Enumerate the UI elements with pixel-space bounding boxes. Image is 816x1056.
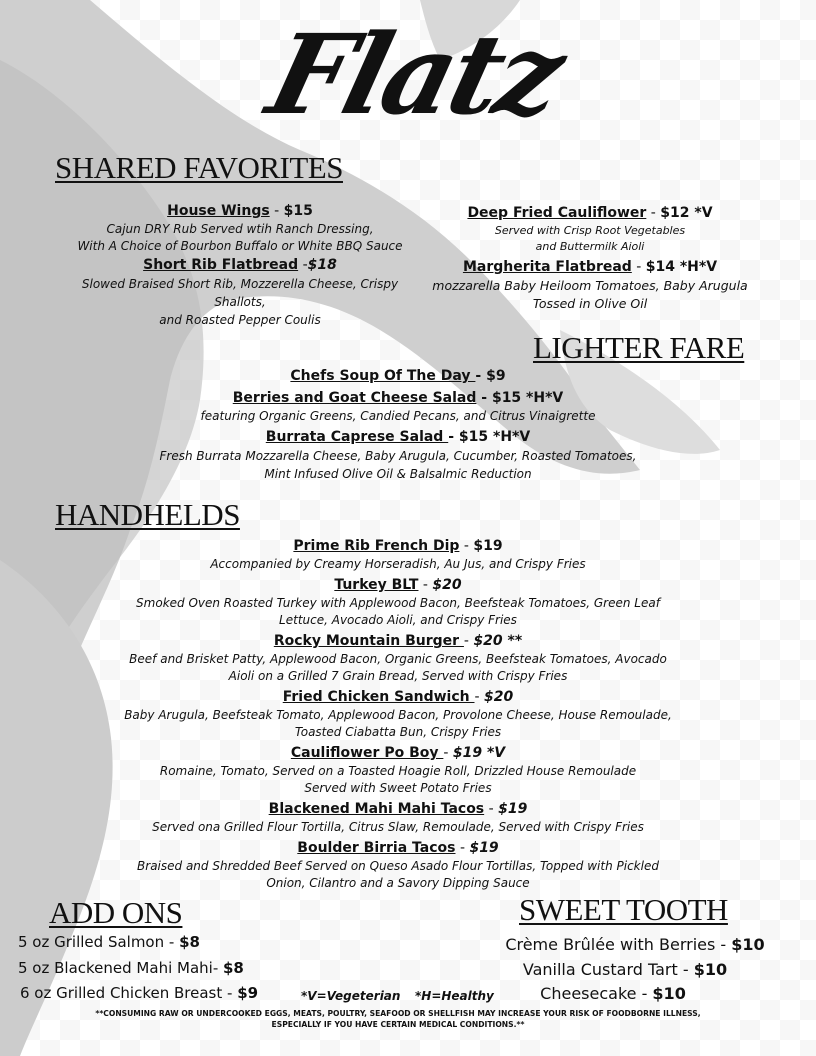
item-price: $19 xyxy=(469,840,499,856)
shared-right-column xyxy=(410,203,770,313)
addon-price: $8 xyxy=(223,959,244,977)
item-price: $19 xyxy=(473,538,503,554)
section-title-lighter-fare: LIGHTER FARE xyxy=(533,330,745,365)
shared-left-column xyxy=(40,201,440,329)
item-name: House Wings xyxy=(167,203,270,219)
item-name: Burrata Caprese Salad xyxy=(265,429,449,445)
item-description: Romaine, Tomato, Served on a Toasted Hoagie Roll, Drizzled House Remoulade xyxy=(159,764,637,778)
menu-item-turkey-blt: Turkey BLT - $20 Smoked Oven Roasted Turkey with Applewood Bacon, Beefsteak Tomatoes, Green Leaf Lettuce, Avocado Aioli, and Crispy Fries xyxy=(88,575,708,629)
item-name: Margherita Flatbread xyxy=(462,259,632,275)
item-price: $15 *H*V xyxy=(491,390,564,406)
menu-item-soup: Chefs Soup Of The Day - $9 xyxy=(290,368,506,384)
menu-item-rocky-mountain-burger: Rocky Mountain Burger - $20 ** Beef and Brisket Patty, Applewood Bacon, Organic Greens, Beefsteak Tomatoes, Avocado Aioli on a Grilled 7 Grain Bread, Served with Crispy Fries xyxy=(88,631,708,685)
item-name: Chefs Soup Of The Day xyxy=(290,368,476,384)
handhelds-list xyxy=(88,536,708,892)
item-name: Berries and Goat Cheese Salad xyxy=(232,390,477,406)
dessert-item: Crème Brûlée with Berries - $10 xyxy=(505,935,765,954)
item-price: $12 *V xyxy=(660,205,713,221)
item-description: Braised and Shredded Beef Served on Queso Asado Flour Tortillas, Topped with Pickled xyxy=(137,859,659,873)
menu-item-blackened-mahi-tacos: Blackened Mahi Mahi Tacos - $19 Served ona Grilled Flour Tortilla, Citrus Slaw, Remoulade, Served with Crispy Fries xyxy=(88,799,708,836)
item-name: Cauliflower Po Boy xyxy=(290,745,444,761)
item-description: Served with Crisp Root Vegetables xyxy=(494,224,686,237)
item-description: Accompanied by Creamy Horseradish, Au Jus, and Crispy Fries xyxy=(210,557,586,571)
addon-price: $8 xyxy=(179,933,200,951)
item-name: Rocky Mountain Burger xyxy=(273,633,464,649)
item-name: Turkey BLT xyxy=(334,577,419,593)
menu-item-berries-goat-cheese-salad: Berries and Goat Cheese Salad - $15 *H*V featuring Organic Greens, Candied Pecans, and Citrus Vinaigrette xyxy=(108,388,688,425)
item-description: Toasted Ciabatta Bun, Crispy Fries xyxy=(294,725,502,739)
item-price: $15 xyxy=(283,203,313,219)
dessert-price: $10 xyxy=(652,984,686,1003)
item-description: Mint Infused Olive Oil & Balsalmic Reduction xyxy=(264,467,532,481)
item-name: Deep Fried Cauliflower xyxy=(467,205,647,221)
addon-item: 5 oz Blackened Mahi Mahi- $8 xyxy=(18,959,244,977)
item-name: Boulder Birria Tacos xyxy=(297,840,456,856)
item-description: Onion, Cilantro and a Savory Dipping Sauce xyxy=(266,876,530,890)
brand-logo: Flatz xyxy=(256,10,574,139)
menu-item-fried-chicken-sandwich: Fried Chicken Sandwich - $20 Baby Arugula, Beefsteak Tomato, Applewood Bacon, Provolone Cheese, House Remoulade, Toasted Ciabatta Bun, Crispy Fries xyxy=(88,687,708,741)
item-description: Served with Sweet Potato Fries xyxy=(304,781,492,795)
addon-price: $9 xyxy=(237,984,259,1002)
item-description: and Buttermilk Aioli xyxy=(535,240,645,253)
menu-item-house-wings: House Wings - $15 Cajun DRY Rub Served wtih Ranch Dressing, With A Choice of Bourbon Buffalo or White BBQ Sauce xyxy=(40,201,440,255)
menu-item-deep-fried-cauliflower: Deep Fried Cauliflower - $12 *V Served with Crisp Root Vegetables and Buttermilk Aioli xyxy=(410,203,770,255)
item-price: $20 ** xyxy=(473,633,523,649)
item-description: Slowed Braised Short Rib, Mozzerella Cheese, Crispy xyxy=(81,277,399,291)
dessert-price: $10 xyxy=(693,960,728,979)
item-price: $15 *H*V xyxy=(458,429,531,445)
section-title-sweet-tooth: SWEET TOOTH xyxy=(519,892,728,927)
lighter-fare-list xyxy=(108,366,688,483)
item-name: Blackened Mahi Mahi Tacos xyxy=(268,801,485,817)
item-description: featuring Organic Greens, Candied Pecans, and Citrus Vinaigrette xyxy=(200,409,596,423)
item-price: $20 xyxy=(432,577,462,593)
item-name: Short Rib Flatbread xyxy=(143,257,299,273)
item-description: and Roasted Pepper Coulis xyxy=(159,313,321,327)
health-disclaimer: **CONSUMING RAW OR UNDERCOOKED EGGS, MEATS, POULTRY, SEAFOOD OR SHELLFISH MAY INCREASE YOUR RISK OF FOODBORNE ILLNESS, ESPECIALLY IF YOU HAVE CERTAIN MEDICAL CONDITIONS.** xyxy=(95,1009,701,1029)
addon-item: 6 oz Grilled Chicken Breast - $9 xyxy=(20,984,259,1002)
item-price: $19 xyxy=(498,801,528,817)
dessert-item: Vanilla Custard Tart - $10 xyxy=(522,960,728,979)
item-name: Fried Chicken Sandwich xyxy=(282,689,475,705)
item-price: $19 *V xyxy=(452,745,506,761)
legend-vegetarian: *V=Vegeterian xyxy=(301,989,401,1003)
item-description: With A Choice of Bourbon Buffalo or White BBQ Sauce xyxy=(77,239,403,253)
dessert-price: $10 xyxy=(731,935,765,954)
dessert-item: Cheesecake - $10 xyxy=(540,984,686,1003)
item-price: $14 *H*V xyxy=(645,259,718,275)
addon-item: 5 oz Grilled Salmon - $8 xyxy=(18,933,200,951)
item-description: Served ona Grilled Flour Tortilla, Citrus Slaw, Remoulade, Served with Crispy Fries xyxy=(152,820,644,834)
item-description: Tossed in Olive Oil xyxy=(532,296,648,311)
item-description: mozzarella Baby Heiloom Tomatoes, Baby Arugula xyxy=(432,278,748,293)
item-description: Cajun DRY Rub Served wtih Ranch Dressing, xyxy=(106,222,374,236)
item-description: Beef and Brisket Patty, Applewood Bacon, Organic Greens, Beefsteak Tomatoes, Avocado xyxy=(129,652,667,666)
item-description: Aioli on a Grilled 7 Grain Bread, Served with Crispy Fries xyxy=(228,669,568,683)
menu-item-burrata-caprese-salad: Burrata Caprese Salad - $15 *H*V Fresh Burrata Mozzarella Cheese, Baby Arugula, Cucumber, Roasted Tomatoes, Mint Infused Olive Oil & Balsalmic Reduction xyxy=(108,427,688,483)
legend-healthy: *H=Healthy xyxy=(415,989,494,1003)
item-description: Baby Arugula, Beefsteak Tomato, Applewood Bacon, Provolone Cheese, House Remoulade, xyxy=(124,708,672,722)
menu-item-boulder-birria-tacos: Boulder Birria Tacos - $19 Braised and Shredded Beef Served on Queso Asado Flour Tortillas, Topped with Pickled Onion, Cilantro and a Savory Dipping Sauce xyxy=(88,838,708,892)
menu-item-margherita-flatbread: Margherita Flatbread - $14 *H*V mozzarella Baby Heiloom Tomatoes, Baby Arugula Tossed in Olive Oil xyxy=(410,257,770,313)
item-description: Shallots, xyxy=(214,295,266,309)
menu-item-short-rib-flatbread: Short Rib Flatbread -$18 Slowed Braised Short Rib, Mozzerella Cheese, Crispy Shallots, and Roasted Pepper Coulis xyxy=(40,255,440,329)
item-price: $18 xyxy=(307,257,337,273)
menu-item-cauliflower-po-boy: Cauliflower Po Boy - $19 *V Romaine, Tomato, Served on a Toasted Hoagie Roll, Drizzled House Remoulade Served with Sweet Potato Fries xyxy=(88,743,708,797)
item-description: Smoked Oven Roasted Turkey with Applewood Bacon, Beefsteak Tomatoes, Green Leaf xyxy=(136,596,660,610)
item-name: Prime Rib French Dip xyxy=(293,538,460,554)
section-title-handhelds: HANDHELDS xyxy=(55,497,240,532)
item-price: $20 xyxy=(484,689,514,705)
item-description: Fresh Burrata Mozzarella Cheese, Baby Arugula, Cucumber, Roasted Tomatoes, xyxy=(159,449,637,463)
item-description: Lettuce, Avocado Aioli, and Crispy Fries xyxy=(279,613,517,627)
item-price: $9 xyxy=(486,368,506,384)
menu-item-prime-rib-french-dip: Prime Rib French Dip - $19 Accompanied by Creamy Horseradish, Au Jus, and Crispy Fries xyxy=(88,536,708,573)
section-title-add-ons: ADD ONS xyxy=(49,895,183,930)
section-title-shared-favorites: SHARED FAVORITES xyxy=(55,150,343,185)
